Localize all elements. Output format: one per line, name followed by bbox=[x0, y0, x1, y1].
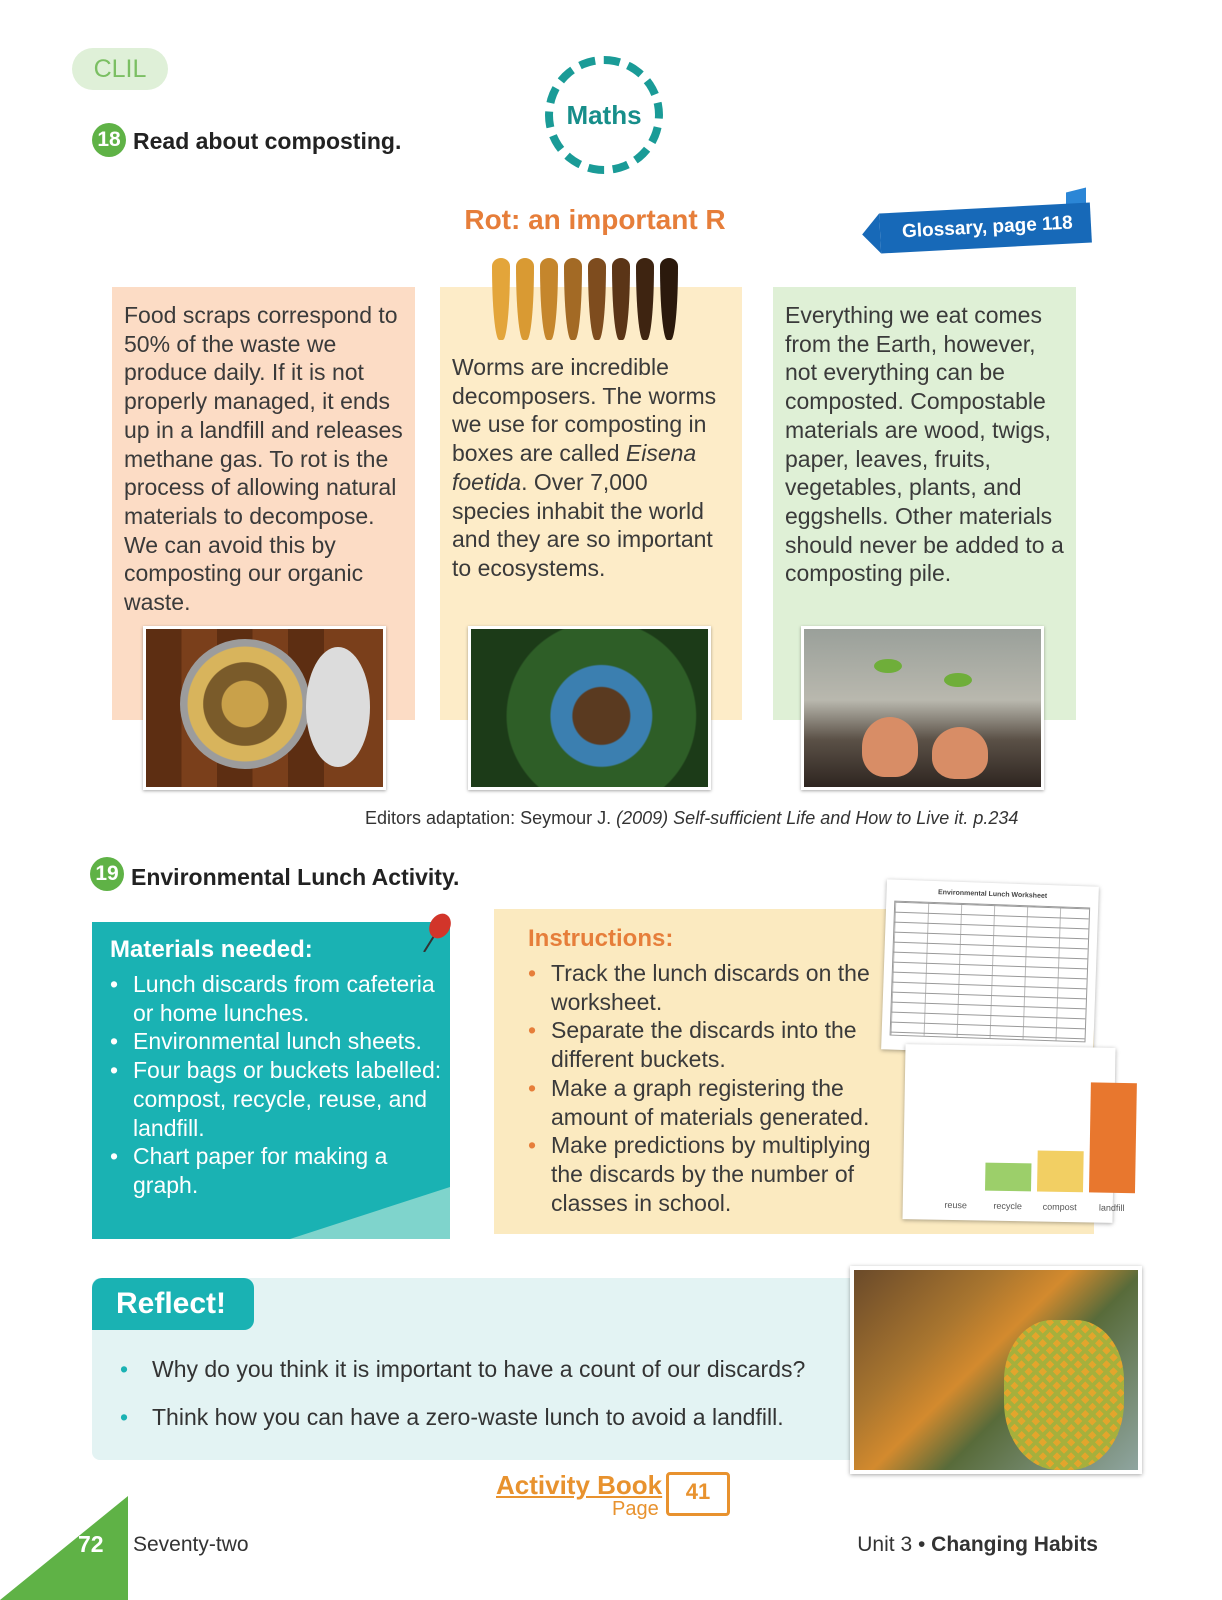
materials-heading: Materials needed: bbox=[110, 936, 313, 963]
worms-text-a: Worms are incredible decomposers. The worms we use for composting in boxes are called bbox=[452, 354, 717, 467]
unit-title: Changing Habits bbox=[931, 1533, 1098, 1556]
list-item: • Environmental lunch sheets. bbox=[110, 1027, 450, 1056]
list-item: • Chart paper for making a graph. bbox=[110, 1142, 450, 1199]
list-item: • Make predictions by multiplying the discards by the number of classes in school. bbox=[528, 1131, 888, 1217]
activity-book-page-label: Page bbox=[612, 1498, 659, 1520]
reflect-question-text: Why do you think it is important to have a count of our discards? bbox=[152, 1356, 806, 1382]
list-item: • Lunch discards from cafeteria or home lunches. bbox=[110, 970, 450, 1027]
exercise-18-title: Read about composting. bbox=[133, 128, 402, 154]
activity-book-link[interactable]: Activity Book bbox=[496, 1470, 663, 1500]
seedlings-in-eggshells-photo bbox=[801, 626, 1044, 790]
food-scraps-text: Food scraps correspond to 50% of the waste we produce daily. If it is not properly managed, it ends up in a landfill and releases methane gas. To rot is the process of allowing natural materials to decompose. We can avoid this by composting our organic waste. bbox=[124, 302, 403, 616]
reflect-question-1 bbox=[120, 1356, 805, 1383]
worksheet-grid bbox=[890, 901, 1091, 1043]
citation bbox=[365, 808, 1018, 829]
list-item: • Track the lunch discards on the worksheet. bbox=[528, 959, 888, 1016]
bullet-icon: • bbox=[120, 1404, 129, 1430]
unit-label: Unit 3 • Changing Habits bbox=[857, 1533, 1098, 1556]
chart-axis-label: landfill bbox=[1098, 1202, 1125, 1214]
glossary-link[interactable]: Glossary, page 118 bbox=[879, 203, 1092, 254]
bullet-icon: • bbox=[120, 1356, 129, 1382]
list-item: • Four bags or buckets labelled: compost, recycle, reuse, and landfill. bbox=[110, 1056, 450, 1142]
page-number: 72 bbox=[78, 1531, 104, 1557]
chart-bar-landfill bbox=[1089, 1082, 1137, 1193]
clil-tag: CLIL bbox=[72, 48, 168, 90]
maths-label: Maths bbox=[566, 99, 642, 130]
chart-bar-reuse bbox=[933, 1190, 979, 1191]
book-icon bbox=[666, 1472, 730, 1516]
chart-axis-label: compost bbox=[1042, 1201, 1077, 1213]
citation-work: (2009) Self-sufficient Life and How to Live it. p.234 bbox=[616, 808, 1019, 828]
lunch-worksheet-image bbox=[881, 879, 1099, 1056]
compostable-text: Everything we eat comes from the Earth, however, not everything can be composted. Compostable materials are wood, twigs, paper, leaves, fruits, vegetables, plants, and eggshells. Other materials should never be added to a composting pile. bbox=[785, 302, 1064, 587]
pushpin-icon bbox=[418, 912, 452, 952]
page-corner-decoration bbox=[0, 1496, 128, 1600]
instructions-heading: Instructions: bbox=[528, 925, 674, 952]
page-number-words: Seventy-two bbox=[133, 1533, 249, 1556]
exercise-19-title: Environmental Lunch Activity. bbox=[131, 864, 460, 890]
chart-axis-label: reuse bbox=[944, 1199, 968, 1211]
reflect-heading: Reflect! bbox=[92, 1278, 254, 1330]
worksheet-title: Environmental Lunch Worksheet bbox=[937, 889, 1048, 900]
maths-badge bbox=[545, 56, 663, 174]
chart-bar-recycle bbox=[985, 1163, 1031, 1192]
hand-with-worms-photo bbox=[468, 626, 711, 790]
materials-box bbox=[92, 922, 450, 1239]
discards-bar-chart bbox=[902, 1044, 1125, 1223]
reflect-question-text: Think how you can have a zero-waste lunch to avoid a landfill. bbox=[152, 1404, 784, 1430]
activity-book-page-number: 41 bbox=[685, 1479, 711, 1504]
materials-list bbox=[110, 970, 450, 1200]
unit-number: Unit 3 bbox=[857, 1533, 913, 1556]
rotting-bananas-image bbox=[492, 258, 684, 342]
article-title: Rot: an important R bbox=[464, 204, 726, 235]
exercise-18-number: 18 bbox=[92, 123, 126, 157]
list-item: • Make a graph registering the amount of materials generated. bbox=[528, 1074, 898, 1131]
market-bag-photo bbox=[850, 1266, 1142, 1474]
worms-text-b: . Over 7,000 species inhabit the world and they are so important to ecosystems. bbox=[452, 468, 713, 581]
instructions-list bbox=[528, 959, 888, 1217]
chart-axis-label: recycle bbox=[993, 1200, 1023, 1212]
citation-author: Editors adaptation: Seymour J. bbox=[365, 808, 617, 828]
exercise-19-number: 19 bbox=[90, 857, 124, 891]
worms-species-name: Eisena foetida bbox=[452, 440, 697, 495]
reflect-question-2 bbox=[120, 1404, 784, 1431]
chart-bar-compost bbox=[1037, 1151, 1084, 1193]
compost-bin-photo bbox=[143, 626, 386, 790]
list-item: • Separate the discards into the different buckets. bbox=[528, 1016, 888, 1073]
